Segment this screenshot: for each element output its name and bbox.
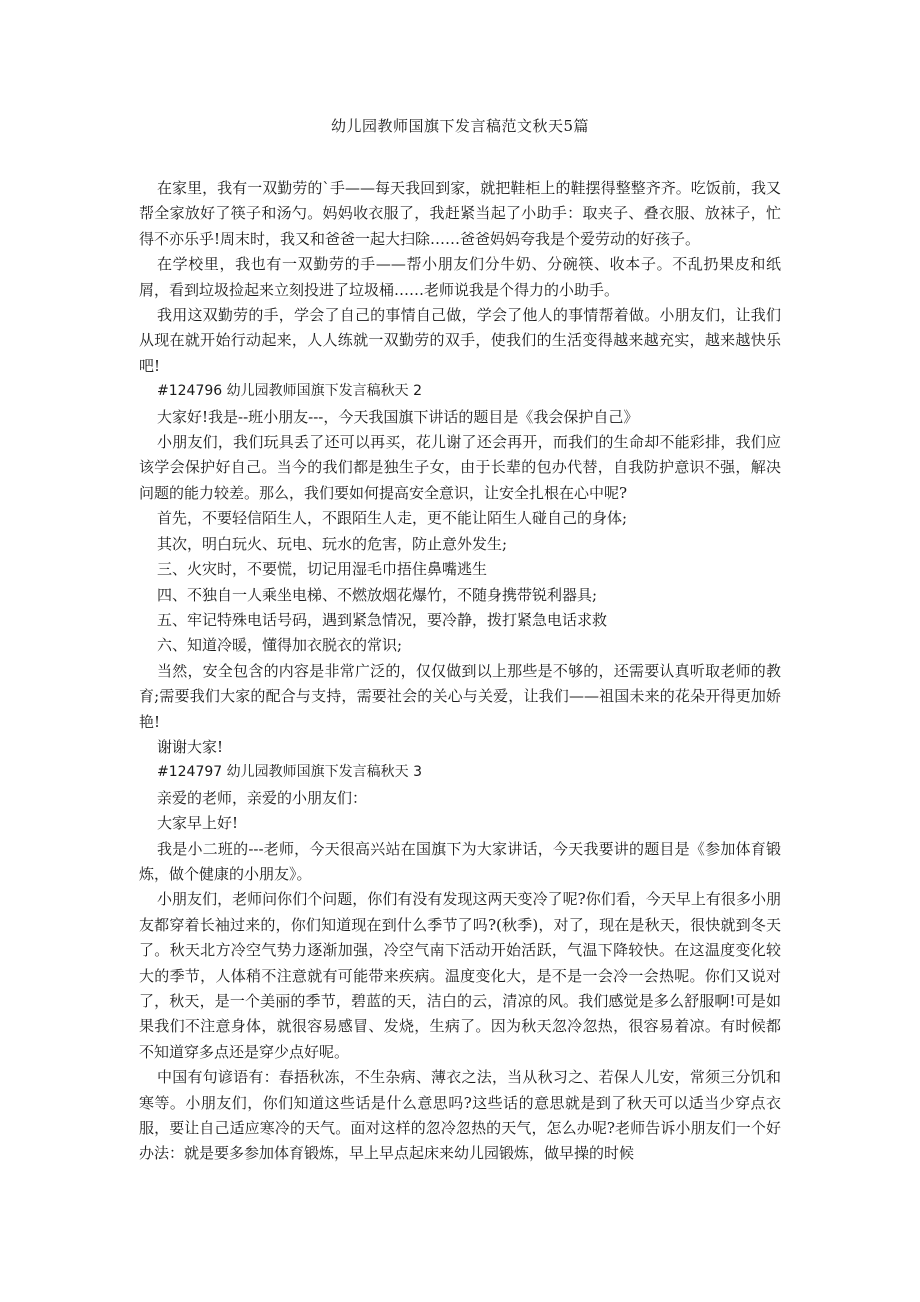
section-heading: #124797 幼儿园教师国旗下发言稿秋天 3: [157, 764, 422, 781]
paragraph: 在家里，我有一双勤劳的`手——每天我回到家，就把鞋柜上的鞋摆得整整齐齐。吃饭前，我又帮全家放好了筷子和汤勺。妈妈收衣服了，我赶紧当起了小助手：取夹子、叠衣服、放袜子，忙得不亦乐乎!周末时，我又和爸爸一起大扫除……爸爸妈妈夸我是个爱劳动的好孩子。: [139, 179, 781, 248]
paragraph: 大家早上好!: [157, 814, 239, 833]
paragraph: 大家好!我是--班小朋友---，今天我国旗下讲话的题目是《我会保护自己》: [157, 407, 639, 426]
paragraph: 在学校里，我也有一双勤劳的手——帮小朋友们分牛奶、分碗筷、收本子。不乱扔果皮和纸屑，看到垃圾捡起来立刻投进了垃圾桶……老师说我是个得力的小助手。: [139, 255, 781, 299]
paragraph: 中国有句谚语有：春捂秋冻，不生杂病、薄衣之法，当从秋习之、若保人儿安，常须三分饥和寒等。小朋友们，你们知道这些话是什么意思吗?这些话的意思就是到了秋天可以适当少穿点衣服，要让自己适应寒冷的天气。面对这样的忽冷忽热的天气，怎么办呢?老师告诉小朋友们一个好办法：就是要多参加体育锻炼，早上早点起床来幼儿园锻炼，做早操的时候: [139, 1068, 781, 1163]
paragraph: 小朋友们，老师问你们个问题，你们有没有发现这两天变冷了呢?你们看，今天早上有很多小朋友都穿着长袖过来的，你们知道现在到什么季节了吗?(秋季)，对了，现在是秋天，很快就到冬天了。秋天北方冷空气势力逐渐加强，冷空气南下活动开始活跃，气温下降较快。在这温度变化较大的季节，人体稍不注意就有可能带来疾病。温度变化大，是不是一会冷一会热呢。你们又说对了，秋天，是一个美丽的季节，碧蓝的天，洁白的云，清凉的风。我们感觉是多么舒服啊!可是如果我们不注意身体，就很容易感冒、发烧，生病了。因为秋天忽冷忽热，很容易着凉。有时候都不知道穿多点还是穿少点好呢。: [139, 890, 781, 1061]
paragraph: 三、火灾时，不要慌，切记用湿毛巾捂住鼻嘴逃生: [157, 560, 488, 579]
paragraph: 当然，安全包含的内容是非常广泛的，仅仅做到以上那些是不够的，还需要认真听取老师的教育;需要我们大家的配合与支持，需要社会的关心与关爱，让我们——祖国未来的花朵开得更加娇艳!: [139, 661, 781, 731]
paragraph: 首先，不要轻信陌生人，不跟陌生人走，更不能让陌生人碰自己的身体;: [157, 509, 628, 528]
paragraph: 谢谢大家!: [157, 737, 224, 756]
paragraph: 六、知道冷暖，懂得加衣脱衣的常识;: [157, 636, 403, 655]
document-body: [139, 176, 781, 1167]
paragraph: 四、不独自一人乘坐电梯、不燃放烟花爆竹，不随身携带锐利器具;: [157, 585, 598, 604]
document-title: 幼儿园教师国旗下发言稿范文秋天5篇: [330, 117, 590, 135]
paragraph: 其次，明白玩火、玩电、玩水的危害，防止意外发生;: [157, 534, 508, 553]
section-heading: #124796 幼儿园教师国旗下发言稿秋天 2: [157, 383, 422, 400]
paragraph: 我是小二班的---老师，今天很高兴站在国旗下为大家讲话，今天我要讲的题目是《参加体育锻炼，做个健康的小朋友》。: [139, 839, 781, 883]
paragraph: 我用这双勤劳的手，学会了自己的事情自己做，学会了他人的事情帮着做。小朋友们，让我们从现在就开始行动起来，人人练就一双勤劳的双手，使我们的生活变得越来越充实，越来越快乐吧!: [139, 306, 781, 375]
paragraph: 小朋友们，我们玩具丢了还可以再买，花儿谢了还会再开，而我们的生命却不能彩排，我们应该学会保护好自己。当今的我们都是独生子女，由于长辈的包办代替，自我防护意识不强，解决问题的能力较差。那么，我们要如何提高安全意识，让安全扎根在心中呢?: [139, 433, 781, 502]
paragraph: 五、牢记特殊电话号码，遇到紧急情况，要冷静，拨打紧急电话求救: [157, 610, 608, 629]
paragraph: 亲爱的老师，亲爱的小朋友们：: [157, 788, 368, 807]
